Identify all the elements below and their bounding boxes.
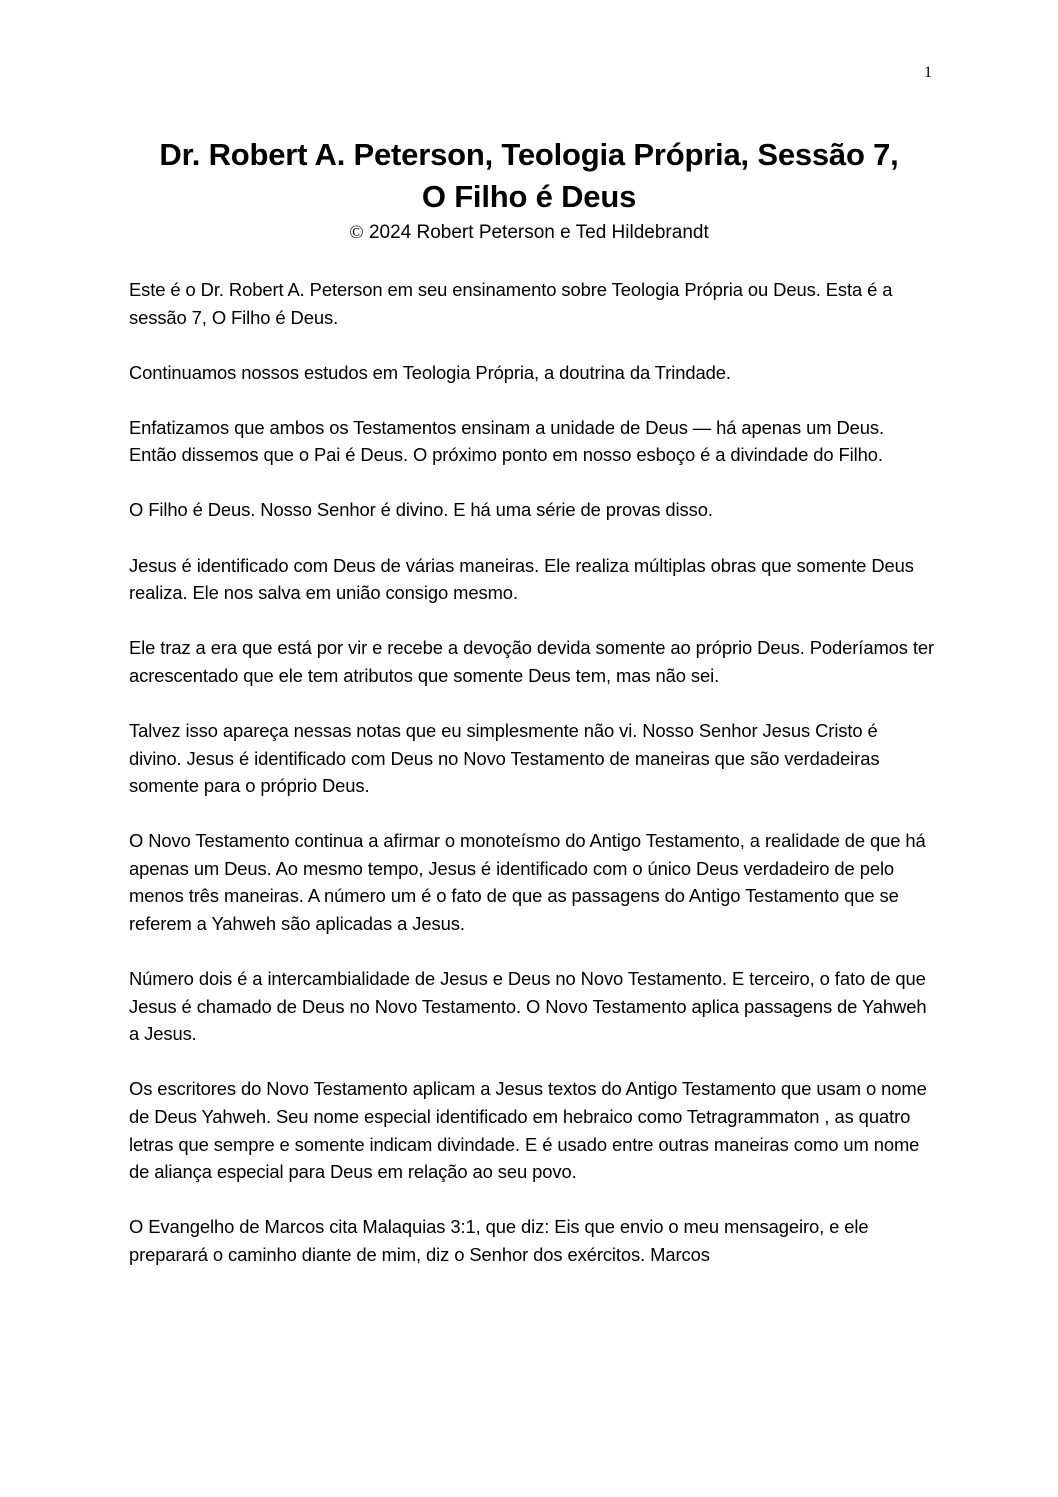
copyright-symbol: © xyxy=(349,222,364,243)
paragraph: Os escritores do Novo Testamento aplicam a Jesus textos do Antigo Testamento que usam o nome de Deus Yahweh. Seu nome especial identificado em hebraico como Tetragrammaton , as quatro letras que sempre e somente indicam divindade. E é usado entre outras maneiras como um nome de aliança especial para Deus em relação ao seu povo. xyxy=(129,1078,927,1183)
paragraph: Jesus é identificado com Deus de várias maneiras. Ele realiza múltiplas obras que somente Deus realiza. Ele nos salva em união consigo mesmo. xyxy=(129,554,914,604)
page-number: 1 xyxy=(924,64,932,81)
document-body xyxy=(129,276,935,1296)
paragraph: O Filho é Deus. Nosso Senhor é divino. E há uma série de provas disso. xyxy=(129,499,713,521)
paragraph: Este é o Dr. Robert A. Peterson em seu ensinamento sobre Teologia Própria ou Deus. Esta é a sessão 7, O Filho é Deus. xyxy=(129,279,893,328)
paragraph: Enfatizamos que ambos os Testamentos ensinam a unidade de Deus — há apenas um Deus. Então dissemos que o Pai é Deus. O próximo ponto em nosso esboço é a divindade do Filho. xyxy=(129,416,885,466)
title-line-2: O Filho é Deus xyxy=(421,179,637,214)
title-line-1: Dr. Robert A. Peterson, Teologia Própria, Sessão 7, xyxy=(159,137,899,172)
copyright-text: 2024 Robert Peterson e Ted Hildebrandt xyxy=(363,222,709,243)
document-header xyxy=(100,134,958,246)
paragraph: Continuamos nossos estudos em Teologia Própria, a doutrina da Trindade. xyxy=(129,361,731,383)
paragraph: Talvez isso apareça nessas notas que eu simplesmente não vi. Nosso Senhor Jesus Cristo é divino. Jesus é identificado com Deus no Novo Testamento de maneiras que são verdadeiras somente para o próprio Deus. xyxy=(129,719,880,797)
paragraph: Número dois é a intercambialidade de Jesus e Deus no Novo Testamento. E terceiro, o fato de que Jesus é chamado de Deus no Novo Testamento. O Novo Testamento aplica passagens de Yahweh a Jesus. xyxy=(129,968,927,1045)
paragraph: Ele traz a era que está por vir e recebe a devoção devida somente ao próprio Deus. Poderíamos ter acrescentado que ele tem atributos que somente Deus tem, mas não sei. xyxy=(129,637,935,686)
copyright-line xyxy=(100,220,958,246)
paragraph: O Evangelho de Marcos cita Malaquias 3:1, que diz: Eis que envio o meu mensageiro, e ele preparará o caminho diante de mim, diz o Senhor dos exércitos. Marcos xyxy=(129,1216,869,1265)
document-title xyxy=(100,134,958,218)
paragraph: O Novo Testamento continua a afirmar o monoteísmo do Antigo Testamento, a realidade de que há apenas um Deus. Ao mesmo tempo, Jesus é identificado com o único Deus verdadeiro de pelo menos três maneiras. A número um é o fato de que as passagens do Antigo Testamento que se referem a Yahweh são aplicadas a Jesus. xyxy=(129,830,926,934)
